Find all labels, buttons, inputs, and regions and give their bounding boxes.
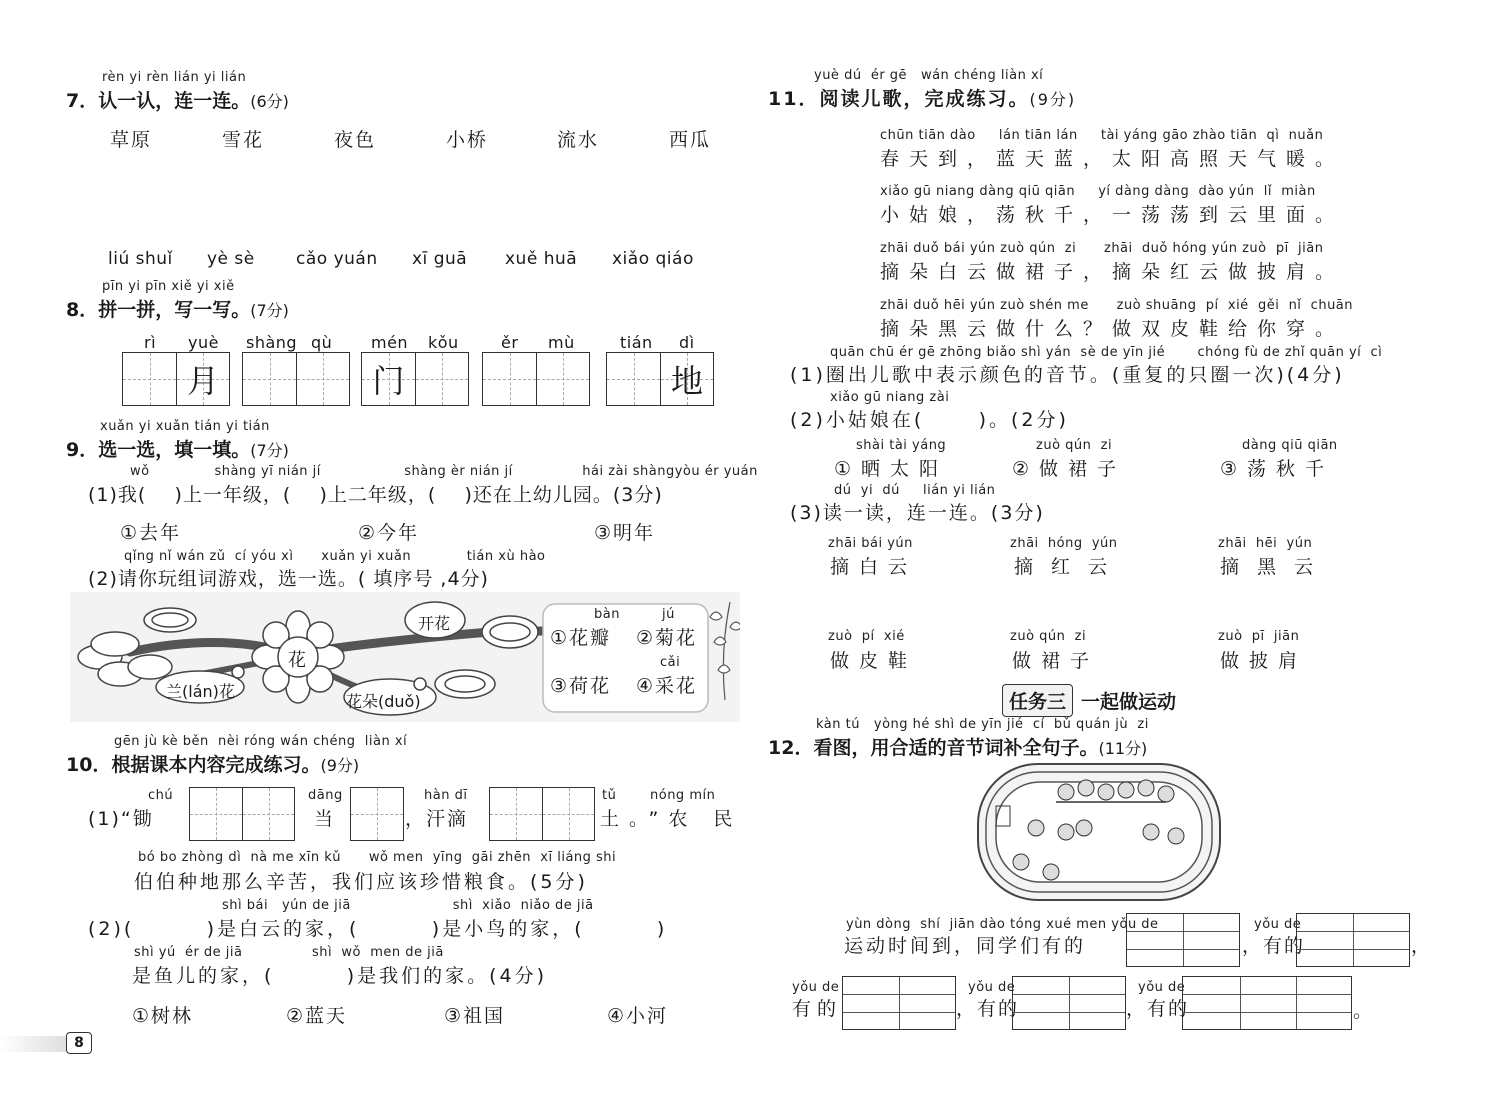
q11-bot[interactable]: 做裙子 [1012, 650, 1100, 672]
q12-yd2: 有的 [792, 998, 843, 1020]
q12-yd-pinyin: yǒu de [1254, 917, 1302, 932]
q10-s2b: 是鱼儿的家，( )是我们的家。(4分) [132, 965, 548, 987]
grid-cell[interactable] [243, 353, 296, 405]
q12-yd-pinyin: yǒu de [968, 980, 1016, 995]
q9-s1: (1)我( )上一年级，( )上二年级，( )还在上幼儿园。(3分) [88, 484, 663, 506]
q7-word: 夜色 [334, 129, 377, 151]
poem-pinyin: zhāi duǒ hēi yún zuò shén me zuò shuāng pí xié gěi nǐ chuān [880, 298, 1354, 313]
q8-pinyin-label: kǒu [428, 333, 459, 352]
q11-top-pinyin: zhāi hēi yún [1218, 536, 1313, 551]
task3-header [1002, 684, 1176, 717]
grid-cell[interactable] [242, 788, 294, 840]
q10-opt: ①树林 [132, 1005, 194, 1027]
q10-s1-py: dāng [308, 788, 343, 803]
task3-title: 一起做运动 [1081, 691, 1177, 713]
q11-pinyin: yuè dú ér gē wán chéng liàn xí [814, 68, 1044, 83]
task3-label: 任务三 [1002, 684, 1073, 717]
q12-yd: ，有的 [1242, 935, 1306, 957]
grid-cell[interactable] [351, 788, 403, 840]
q10-s1-mid: 当 [314, 808, 336, 830]
q12-yd-pinyin: yǒu de [1138, 980, 1186, 995]
q9-pinyin: xuǎn yi xuǎn tián yi tián [100, 419, 270, 434]
q10-s1-py: hàn dī [424, 788, 468, 803]
q11-s2: (2)小姑娘在( )。(2分) [790, 409, 1069, 431]
flower-duo-label: 花朵(duǒ) [346, 692, 421, 711]
grid-cell[interactable] [542, 788, 594, 840]
empty-flower [435, 670, 495, 698]
q11-top[interactable]: 摘白云 [830, 556, 918, 578]
q12-l1-pinyin: yùn dòng shí jiān dào tóng xué men yǒu de [846, 917, 1159, 932]
q8-pinyin-label: mù [548, 333, 575, 352]
pinyin-write-box[interactable] [842, 976, 956, 1030]
q8-grid[interactable] [606, 352, 714, 406]
q9-opt: ①去年 [120, 522, 182, 544]
q10-opt: ④小河 [607, 1005, 669, 1027]
poem-line: 小姑娘，荡秋千，一荡荡到云里面。 [880, 204, 1345, 226]
q8-pinyin-label: yuè [188, 333, 219, 352]
q10-l2: 伯伯种地那么辛苦，我们应该珍惜粮食。(5分) [134, 871, 588, 893]
poem-pinyin: xiǎo gū niang dàng qiū qiān yí dàng dàng dào yún lǐ miàn [880, 184, 1316, 199]
q10-s1-py: nóng mín [650, 788, 716, 803]
q10-opt: ②蓝天 [286, 1005, 348, 1027]
page-number: 8 [66, 1032, 92, 1054]
q10-grid[interactable] [189, 787, 295, 841]
q10-s1-py: tǔ [602, 788, 617, 803]
q12-yd-pinyin: yǒu de [792, 980, 840, 995]
q10-grid[interactable] [350, 787, 404, 841]
q8-pinyin-label: mén [371, 333, 409, 352]
q10-pinyin: gēn jù kè běn nèi róng wán chéng liàn xí [114, 734, 408, 749]
q8-pinyin-label: dì [679, 333, 695, 352]
q10-title: 10．根据课本内容完成练习。(9分) [66, 754, 360, 776]
q11-s1: (1)圈出儿歌中表示颜色的音节。(重复的只圈一次)(4分) [790, 364, 1345, 386]
q8-grid[interactable] [361, 352, 469, 406]
q11-title: 11．阅读儿歌，完成练习。(9分) [768, 88, 1077, 110]
q8-grid[interactable] [482, 352, 590, 406]
choice-pinyin: cǎi [660, 655, 681, 670]
q11-s3-pinyin: dú yi dú lián yi lián [834, 483, 996, 498]
poem-line: 春天到，蓝天蓝，太阳高照天气暖。 [880, 148, 1345, 170]
q7-pinyin-word: xuě huā [505, 249, 578, 269]
empty-flower [482, 616, 538, 648]
q11-opt: ①晒太阳 [834, 458, 949, 480]
q11-s1-pinyin: quān chū ér gē zhōng biǎo shì yán sè de yīn jié chóng fù de zhǐ quān yí cì [830, 345, 1383, 360]
q7-word: 西瓜 [669, 129, 712, 151]
q11-bot-pinyin: zuò pī jiān [1218, 629, 1300, 644]
grid-cell[interactable] [190, 788, 242, 840]
q11-opt-pinyin: shài tài yáng [856, 438, 947, 453]
q10-s1-pre: (1)“锄 [88, 808, 154, 830]
choice-pinyin: bàn [594, 607, 620, 622]
q8-pinyin-label: ěr [501, 333, 519, 352]
q10-s2: (2)( )是白云的家，( )是小鸟的家，( ) [88, 918, 668, 940]
grid-cell[interactable] [123, 353, 176, 405]
q11-top[interactable]: 摘红云 [1014, 556, 1126, 578]
poem-pinyin: chūn tiān dào lán tiān lán tài yáng gāo zhào tiān qì nuǎn [880, 128, 1324, 143]
q9-opt: ②今年 [358, 522, 420, 544]
q9-s2-pinyin: qǐng nǐ wán zǔ cí yóu xì xuǎn yi xuǎn tián xù hào [124, 549, 546, 564]
q7-pinyin-word: xiǎo qiáo [612, 249, 694, 269]
q8-grid[interactable] [122, 352, 230, 406]
q11-top-pinyin: zhāi hóng yún [1010, 536, 1118, 551]
q8-grid[interactable] [242, 352, 350, 406]
q8-pinyin-label: tián [620, 333, 653, 352]
q10-s1-end: 土。”农 民 [600, 808, 743, 830]
pinyin-write-box[interactable] [1296, 913, 1410, 967]
q12-pinyin: kàn tú yòng hé shì de yīn jié cí bǔ quán jù zi [816, 717, 1149, 732]
q11-opt: ③荡秋千 [1220, 458, 1335, 480]
grid-cell[interactable]: 月 [176, 353, 229, 405]
grid-cell[interactable]: 地 [660, 353, 713, 405]
pinyin-write-box[interactable] [1126, 913, 1240, 967]
q8-pinyin-label: rì [144, 333, 157, 352]
q8-title: 8．拼一拼，写一写。(7分) [66, 299, 289, 321]
q11-top[interactable]: 摘黑云 [1220, 556, 1332, 578]
q10-opt: ③祖国 [444, 1005, 506, 1027]
q10-s2b-pinyin: shì yú ér de jiā shì wǒ men de jiā [134, 945, 444, 960]
q9-opt: ③明年 [594, 522, 656, 544]
q11-s2-pinyin: xiǎo gū niang zài [830, 390, 950, 405]
q12-comma: ， [1411, 935, 1433, 957]
choice-item: ④采花 [636, 675, 698, 697]
q11-opt: ②做裙子 [1012, 458, 1127, 480]
grid-cell[interactable] [490, 788, 542, 840]
poem-line: 摘朵白云做裙子，摘朵红云做披肩。 [880, 261, 1345, 283]
grid-cell[interactable] [296, 353, 349, 405]
q9-title: 9．选一选，填一填。(7分) [66, 439, 289, 461]
q10-grid[interactable] [489, 787, 595, 841]
q10-l2-pinyin: bó bo zhòng dì nà me xīn kǔ wǒ men yīng gāi zhēn xī liáng shi [138, 850, 617, 865]
q12-title: 12．看图，用合适的音节词补全句子。(11分) [768, 737, 1148, 759]
q12-yd: ，有的 [1126, 998, 1190, 1020]
grid-cell[interactable] [415, 353, 468, 405]
q12-l1: 运动时间到，同学们有的 [844, 935, 1087, 957]
q11-bot[interactable]: 做披肩 [1220, 650, 1308, 672]
q11-s3: (3)读一读，连一连。(3分) [790, 502, 1045, 524]
q11-bot[interactable]: 做皮鞋 [830, 650, 918, 672]
q8-pinyin-label: qù [311, 333, 333, 352]
q9-s2: (2)请你玩组词游戏，选一选。( 填序号 ,4分) [88, 568, 489, 590]
q9-s1-pinyin: wǒ shàng yī nián jí shàng èr nián jí hái zài shàngyòu ér yuán [130, 464, 758, 479]
grid-cell[interactable]: 门 [362, 353, 415, 405]
q12-yd: ，有的 [956, 998, 1020, 1020]
q8-pinyin: pīn yi pīn xiě yi xiě [102, 279, 235, 294]
q8-pinyin-label: shàng [246, 333, 298, 352]
q7-pinyin-word: cǎo yuán [296, 249, 378, 269]
q7-pinyin: rèn yi rèn lián yi lián [102, 70, 247, 85]
grid-cell[interactable] [536, 353, 589, 405]
flower-center-label: 花 [288, 650, 306, 671]
choice-item: ②菊花 [636, 627, 698, 649]
choice-item: ③荷花 [550, 675, 612, 697]
choice-item: ①花瓣 [550, 627, 612, 649]
playground-picture [976, 762, 1222, 902]
q11-top-pinyin: zhāi bái yún [828, 536, 913, 551]
q10-s1-mid: ，汗滴 [405, 808, 469, 830]
grid-cell[interactable] [607, 353, 660, 405]
poem-line: 摘朵黑云做什么？做双皮鞋给你穿。 [880, 318, 1345, 340]
q11-bot-pinyin: zuò qún zi [1010, 629, 1087, 644]
q10-s1-py: chú [148, 788, 174, 803]
q12-period: 。 [1353, 1000, 1375, 1022]
choice-pinyin: jú [662, 607, 675, 622]
pinyin-write-box[interactable] [1182, 976, 1352, 1030]
q7-pinyin-word: yè sè [207, 249, 255, 269]
q7-word: 流水 [557, 129, 600, 151]
q7-word: 草原 [110, 129, 153, 151]
grid-cell[interactable] [483, 353, 536, 405]
q11-bot-pinyin: zuò pí xié [828, 629, 905, 644]
q7-pinyin-word: xī guā [412, 249, 468, 269]
q10-s2-pinyin: shì bái yún de jiā shì xiǎo niǎo de jiā [222, 898, 594, 913]
q11-opt-pinyin: zuò qún zi [1036, 438, 1113, 453]
q7-word: 小桥 [446, 129, 489, 151]
flower-open-label: 开花 [418, 614, 451, 633]
q11-opt-pinyin: dàng qiū qiān [1242, 438, 1338, 453]
q7-word: 雪花 [222, 129, 265, 151]
poem-pinyin: zhāi duǒ bái yún zuò qún zi zhāi duǒ hóng yún zuò pī jiān [880, 241, 1324, 256]
pinyin-write-box[interactable] [1012, 976, 1126, 1030]
page-bar [0, 1036, 70, 1052]
q7-pinyin-word: liú shuǐ [108, 249, 173, 269]
empty-flower [144, 608, 196, 632]
q7-title: 7．认一认，连一连。(6分) [66, 90, 289, 112]
flower-lan-label: 兰(lán)花 [166, 682, 235, 701]
